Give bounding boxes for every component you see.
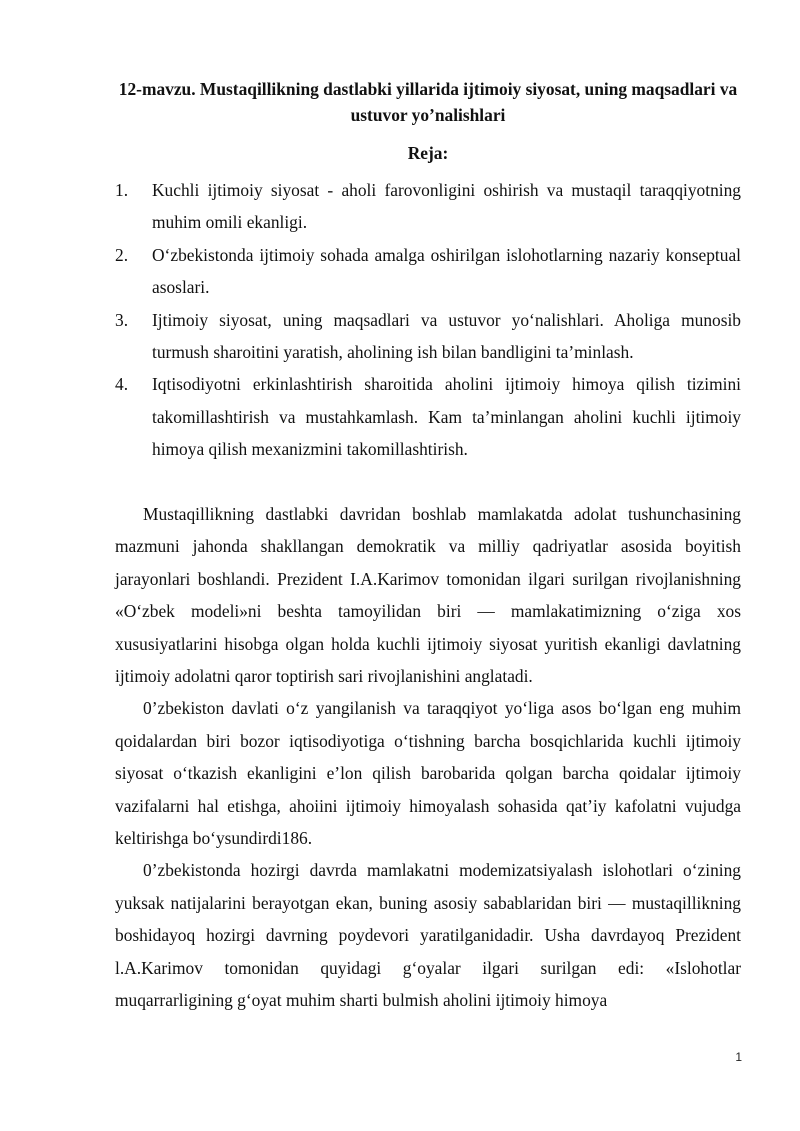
plan-item: [115, 239, 741, 304]
plan-list: [115, 174, 741, 466]
plan-item-text: Kuchli ijtimoiy siyosat - aholi farovonligini oshirish va mustaqil taraqqiyotning muhim omili ekanligi.: [152, 180, 741, 233]
plan-heading: Reja:: [407, 143, 449, 163]
plan-item: [115, 174, 741, 239]
plan-item-text: O‘zbekistonda ijtimoiy sohada amalga oshirilgan islohotlarning nazariy konseptual asoslari.: [152, 244, 741, 298]
page-number: 1: [735, 1050, 742, 1064]
plan-item-number: 1.: [115, 180, 129, 200]
plan-item-number: 4.: [115, 374, 129, 395]
body-text: [115, 498, 741, 1017]
body-paragraph: 0’zbekistonda hozirgi davrda mamlakatni modemizatsiyalash islohotlari o‘zining yuksak natijalarini berayotgan ekan, buning asosiy sabablaridan biri — mustaqillikning boshidayoq hozirgi davrning poydevori yaratilganidadir. Usha davrdayoq Prezident l.A.Karimov tomonidan quyidagi g‘oyalar ilgari surilgan edi: «Islohotlar muqarrarligining g‘oyat muhim sharti bulmish aholini ijtimoiy himoya: [115, 860, 741, 1011]
plan-item-number: 3.: [115, 309, 129, 330]
plan-item: [115, 304, 741, 369]
plan-item: [115, 368, 741, 465]
plan-item-text: Ijtimoiy siyosat, uning maqsadlari va ustuvor yo‘nalishlari. Aholiga munosib turmush sharoitini yaratish, aholining ish bilan bandligini ta’minlash.: [152, 309, 741, 363]
body-paragraph: Mustaqillikning dastlabki davridan boshlab mamlakatda adolat tushunchasining mazmuni jahonda shakllangan demokratik va milliy qadriyatlar asosida boyitish jarayonlari boshlandi. Prezident I.A.Karimov tomonidan ilgari surilgan rivojlanishning «O‘zbek modeli»ni beshta tamoyilidan biri — mamlakatimizning o‘ziga xos xususiyatlarini hisobga olgan holda kuchli ijtimoiy siyosat yuritish ekanligi davlatning ijtimoiy adolatni qaror toptirish sari rivojlanishini anglatadi.: [115, 504, 741, 687]
document-title: 12-mavzu. Mustaqillikning dastlabki yillarida ijtimoiy siyosat, uning maqsadlari va ustuvor yo’nalishlari: [118, 79, 738, 125]
plan-item-text: Iqtisodiyotni erkinlashtirish sharoitida aholini ijtimoiy himoya qilish tizimini takomillashtirish va mustahkamlash. Kam ta’minlangan aholini kuchli ijtimoiy himoya qilish mexanizmini takomillashtirish.: [152, 374, 741, 460]
body-paragraph: 0’zbekiston davlati o‘z yangilanish va taraqqiyot yo‘liga asos bo‘lgan eng muhim qoidalardan biri bozor iqtisodiyotiga o‘tishning barcha bosqichlarida kuchli ijtimoiy siyosat o‘tkazish ekanligini e’lon qilish barobarida qolgan barcha qoidalar ijtimoiy vazifalarni hal etishga, ahoiini ijtimoiy himoyalash sohasida qat’iy kafolatni vujudga keltirishga bo‘ysundirdi186.: [115, 698, 741, 849]
plan-item-number: 2.: [115, 244, 129, 265]
